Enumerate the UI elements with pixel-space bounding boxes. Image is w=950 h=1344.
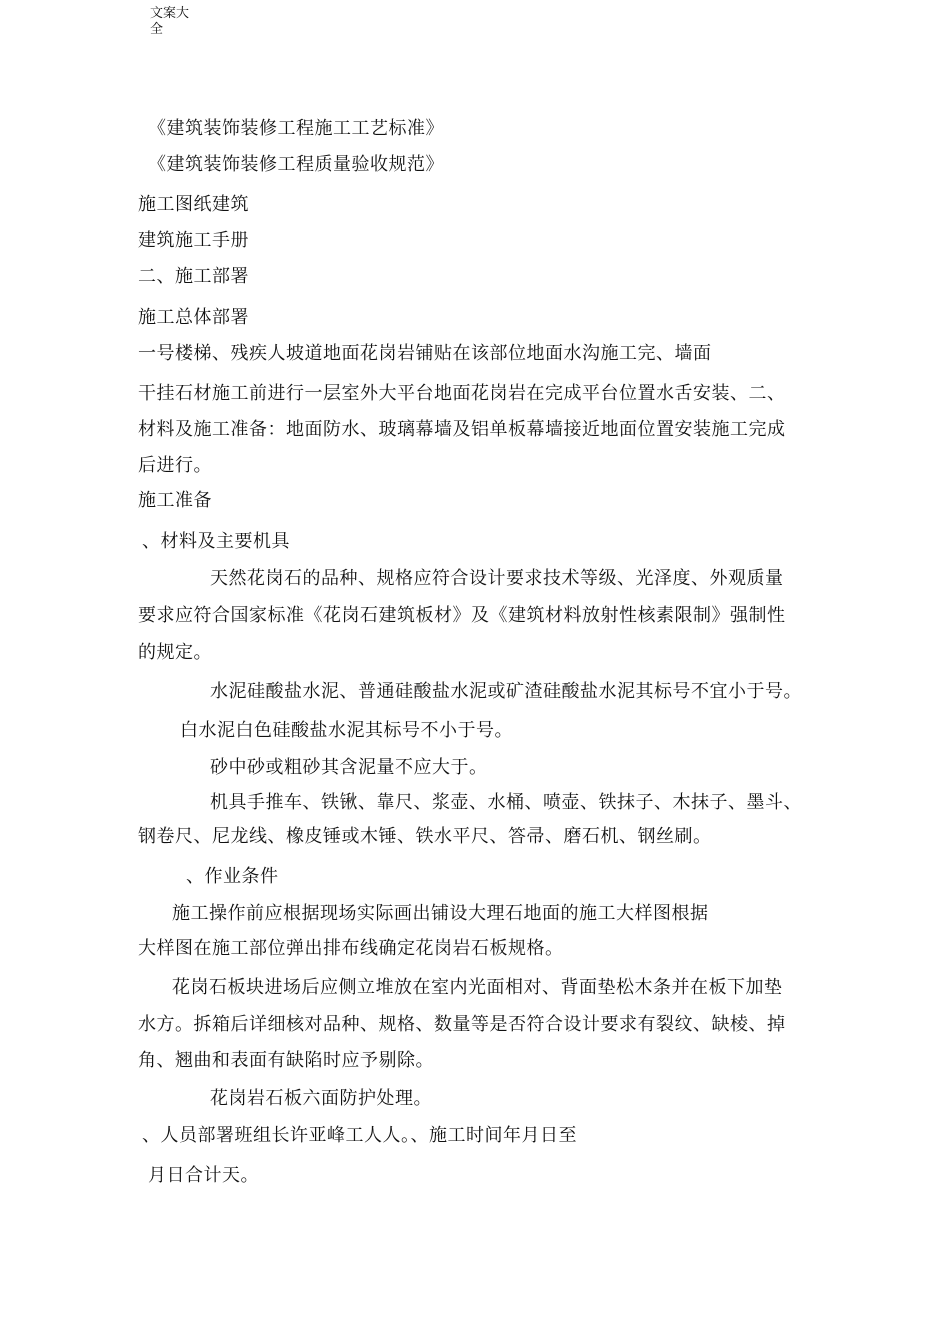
paragraph-line: 一号楼梯、残疾人坡道地面花岗岩铺贴在该部位地面水沟施工完、墙面 <box>138 343 712 364</box>
paragraph-line: 天然花岗石的品种、规格应符合设计要求技术等级、光泽度、外观质量 <box>210 568 784 589</box>
paragraph-line: 大样图在施工部位弹出排布线确定花岗岩石板规格。 <box>138 938 564 959</box>
subheading-materials: 、材料及主要机具 <box>142 531 290 552</box>
paragraph-line: 机具手推车、铁锹、靠尺、浆壶、水桶、喷壶、铁抹子、木抹子、墨斗、 <box>210 792 802 813</box>
subheading-preparation: 施工准备 <box>138 490 212 511</box>
subheading-work-conditions: 、作业条件 <box>186 866 279 887</box>
reference-handbook: 建筑施工手册 <box>138 230 249 251</box>
paragraph-line: 材料及施工准备：地面防水、玻璃幕墙及铝单板幕墙接近地面位置安装施工完成 <box>138 419 786 440</box>
page-header <box>150 6 210 38</box>
paragraph-line: 后进行。 <box>138 455 212 476</box>
paragraph-line: 、人员部署班组长许亚峰工人人。、施工时间年月日至 <box>142 1125 577 1146</box>
paragraph-line: 的规定。 <box>138 642 212 663</box>
reference-standard-2: 《建筑装饰装修工程质量验收规范》 <box>148 154 444 175</box>
section-heading-deployment: 二、施工部署 <box>138 266 249 287</box>
paragraph-line: 砂中砂或粗砂其含泥量不应大于。 <box>210 757 488 778</box>
reference-standard-1: 《建筑装饰装修工程施工工艺标准》 <box>148 118 444 139</box>
reference-drawings: 施工图纸建筑 <box>138 194 249 215</box>
paragraph-line: 月日合计天。 <box>148 1165 259 1186</box>
paragraph-line: 干挂石材施工前进行一层室外大平台地面花岗岩在完成平台位置水舌安装、二、 <box>138 383 786 404</box>
paragraph-line: 钢卷尺、尼龙线、橡皮锤或木锤、铁水平尺、答帚、磨石机、钢丝刷。 <box>138 826 712 847</box>
paragraph-line: 水泥硅酸盐水泥、普通硅酸盐水泥或矿渣硅酸盐水泥其标号不宜小于号。 <box>210 681 802 702</box>
paragraph-line: 角、翘曲和表面有缺陷时应予剔除。 <box>138 1050 434 1071</box>
subheading-overall-deployment: 施工总体部署 <box>138 307 249 328</box>
paragraph-line: 花岗岩石板六面防护处理。 <box>210 1088 432 1109</box>
paragraph-line: 水方。拆箱后详细核对品种、规格、数量等是否符合设计要求有裂纹、缺棱、掉 <box>138 1014 786 1035</box>
header-line-1: 文案大 <box>150 6 190 21</box>
paragraph-line: 白水泥白色硅酸盐水泥其标号不小于号。 <box>180 720 513 741</box>
paragraph-line: 花岗石板块进场后应侧立堆放在室内光面相对、背面垫松木条并在板下加垫 <box>172 977 783 998</box>
header-line-2: 全 <box>150 22 164 37</box>
paragraph-line: 要求应符合国家标准《花岗石建筑板材》及《建筑材料放射性核素限制》强制性 <box>138 605 786 626</box>
paragraph-line: 施工操作前应根据现场实际画出铺设大理石地面的施工大样图根据 <box>172 903 709 924</box>
